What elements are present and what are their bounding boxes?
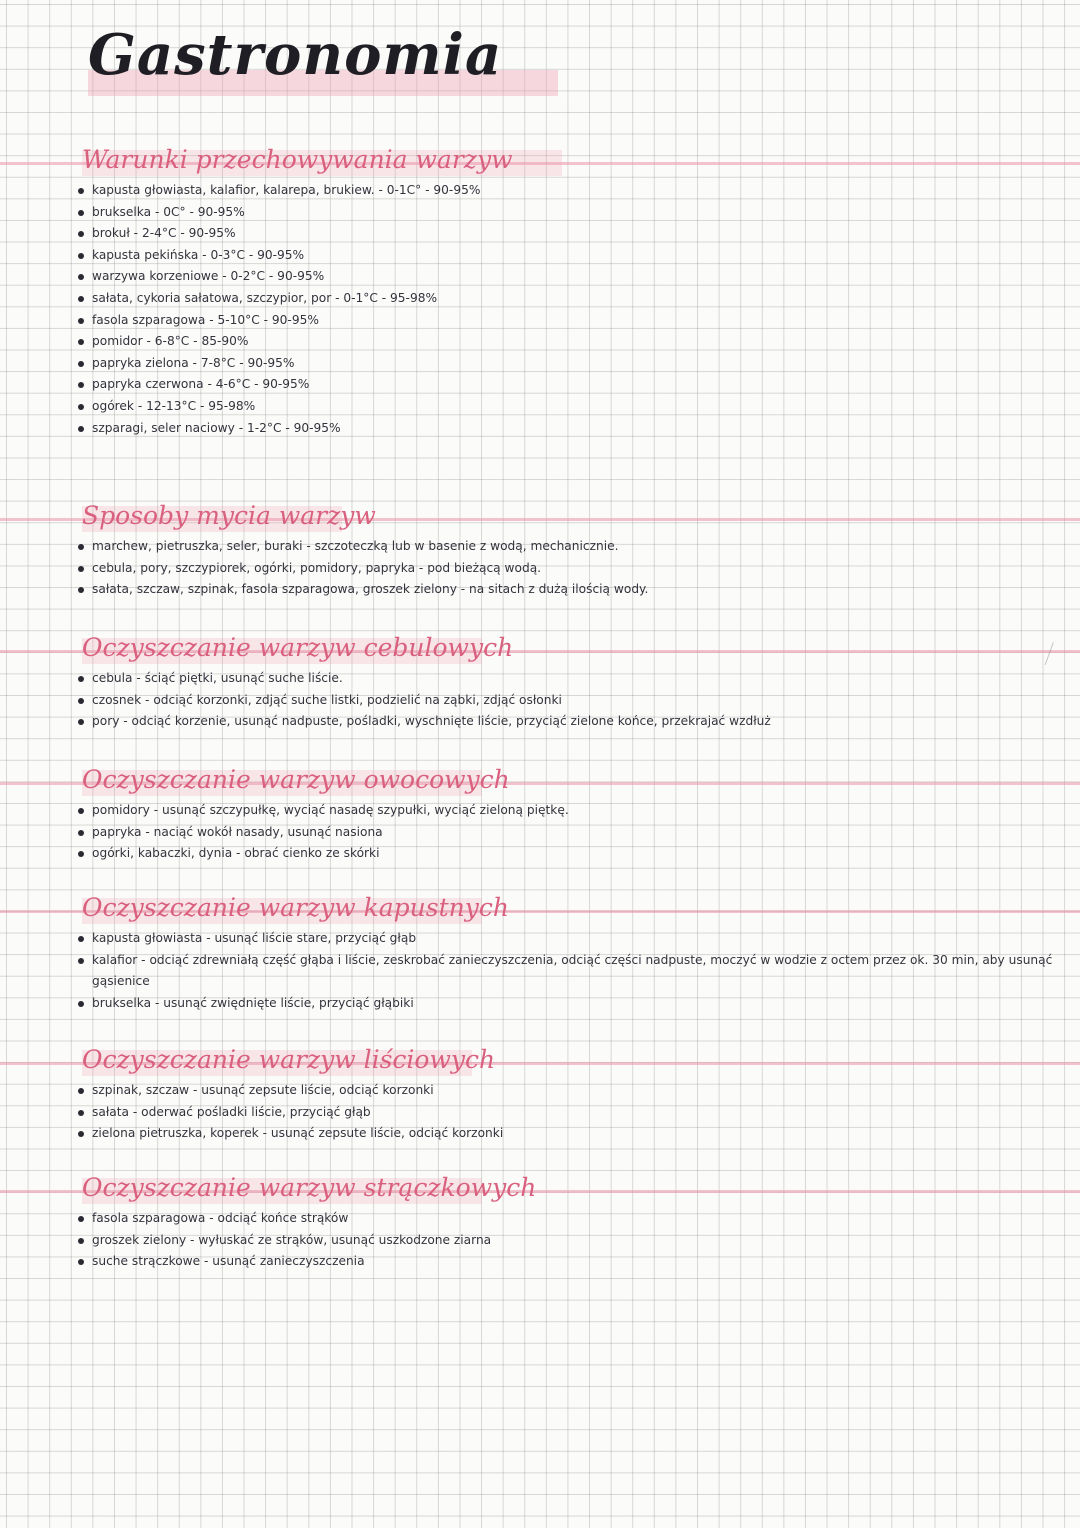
item-text: marchew, pietruszka, seler, buraki - szczoteczką lub w basenie z wodą, mechanicznie. <box>92 539 619 553</box>
item-text: kalafior - odciąć zdrewniałą część głąba i liście, zeskrobać zanieczyszczenia, odciąć części nadpuste, moczyć w wodzie z octem przez ok. 30 min, aby usunąć gąsienice <box>92 952 1053 989</box>
bullet-icon <box>78 676 84 682</box>
item-list <box>70 536 1060 601</box>
item-text: sałata, cykoria sałatowa, szczypior, por - 0-1°C - 95-98% <box>92 290 438 305</box>
item-text: groszek zielony - wyłuskać ze strąków, usunąć uszkodzone ziarna <box>92 1232 492 1247</box>
list-item <box>70 843 1060 865</box>
item-list <box>70 1080 1060 1145</box>
list-item <box>70 1208 1060 1230</box>
section-onion-vegetables <box>70 628 1060 733</box>
bullet-icon <box>78 318 84 324</box>
bullet-icon <box>78 851 84 857</box>
bullet-icon <box>78 1131 84 1137</box>
item-list <box>70 800 1060 865</box>
list-item <box>70 928 1060 950</box>
bullet-icon <box>78 361 84 367</box>
bullet-icon <box>78 830 84 836</box>
item-text: brokuł - 2-4°C - 90-95% <box>92 226 236 241</box>
list-item <box>70 950 1060 993</box>
list-item <box>70 1230 1060 1252</box>
section-storage-conditions <box>70 140 1060 439</box>
list-item <box>70 223 1060 245</box>
list-item <box>70 800 1060 822</box>
bullet-icon <box>78 188 84 194</box>
item-list <box>70 668 1060 733</box>
list-item <box>70 711 1060 733</box>
bullet-icon <box>78 210 84 216</box>
item-text: fasola szparagowa - odciąć końce strąków <box>92 1211 349 1225</box>
item-text: czosnek - odciąć korzonki, zdjąć suche listki, podzielić na ząbki, zdjąć osłonki <box>92 692 562 707</box>
item-text: papryka zielona - 7-8°C - 90-95% <box>92 355 295 370</box>
list-item <box>70 1123 1060 1145</box>
item-list <box>70 1208 1060 1273</box>
item-text: sałata - oderwać pośladki liście, przyciąć głąb <box>92 1104 371 1119</box>
bullet-icon <box>78 274 84 280</box>
section-heading-text: Oczyszczanie warzyw liściowych <box>82 1045 496 1074</box>
item-text: pomidory - usunąć szczypułkę, wyciąć nasadę szypułki, wyciąć zieloną piętkę. <box>92 803 569 817</box>
bullet-icon <box>78 1216 84 1222</box>
list-item <box>70 579 1060 601</box>
list-item <box>70 558 1060 580</box>
list-item <box>70 1251 1060 1273</box>
list-item <box>70 993 1060 1015</box>
item-text: szparagi, seler naciowy - 1-2°C - 90-95% <box>92 420 341 435</box>
bullet-icon <box>78 1259 84 1265</box>
list-item <box>70 396 1060 418</box>
list-item <box>70 418 1060 440</box>
item-text: kapusta pekińska - 0-3°C - 90-95% <box>92 247 305 262</box>
list-item <box>70 202 1060 224</box>
section-heading-text: Oczyszczanie warzyw kapustnych <box>82 893 509 922</box>
list-item <box>70 288 1060 310</box>
list-item <box>70 1102 1060 1124</box>
bullet-icon <box>78 296 84 302</box>
item-list <box>70 928 1060 1014</box>
bullet-icon <box>78 544 84 550</box>
list-item <box>70 266 1060 288</box>
section-heading-text: Sposoby mycia warzyw <box>82 501 376 530</box>
bullet-icon <box>78 1110 84 1116</box>
item-text: brukselka - 0C° - 90-95% <box>92 204 245 219</box>
item-text: szpinak, szczaw - usunąć zepsute liście, odciąć korzonki <box>92 1083 434 1097</box>
item-text: papryka czerwona - 4-6°C - 90-95% <box>92 377 310 392</box>
bullet-icon <box>78 253 84 259</box>
bullet-icon <box>78 566 84 572</box>
list-item <box>70 353 1060 375</box>
item-text: zielona pietruszka, koperek - usunąć zepsute liście, odciąć korzonki <box>92 1126 504 1141</box>
bullet-icon <box>78 339 84 345</box>
list-item <box>70 374 1060 396</box>
bullet-icon <box>78 936 84 942</box>
item-text: brukselka - usunąć zwiędnięte liście, przyciąć głąbiki <box>92 995 414 1010</box>
item-text: ogórki, kabaczki, dynia - obrać cienko ze skórki <box>92 846 380 861</box>
bullet-icon <box>78 698 84 704</box>
list-item <box>70 245 1060 267</box>
item-text: cebula, pory, szczypiorek, ogórki, pomidory, papryka - pod bieżącą wodą. <box>92 560 542 575</box>
list-item <box>70 1080 1060 1102</box>
section-heading-text: Oczyszczanie warzyw strączkowych <box>82 1173 537 1202</box>
item-text: fasola szparagowa - 5-10°C - 90-95% <box>92 312 319 327</box>
section-heading-text: Oczyszczanie warzyw cebulowych <box>82 633 514 662</box>
item-text: ogórek - 12-13°C - 95-98% <box>92 398 256 413</box>
bullet-icon <box>78 426 84 432</box>
item-text: pomidor - 6-8°C - 85-90% <box>92 334 249 349</box>
list-item <box>70 331 1060 353</box>
item-text: pory - odciąć korzenie, usunąć nadpuste, pośladki, wyschnięte liście, przyciąć zielone końce, przekrajać wzdłuż <box>92 714 771 729</box>
bullet-icon <box>78 958 84 964</box>
title-text: Gastronomia <box>88 22 503 88</box>
bullet-icon <box>78 1088 84 1094</box>
section-heading <box>82 496 1060 536</box>
section-fruit-vegetables <box>70 760 1060 865</box>
list-item <box>70 668 1060 690</box>
bullet-icon <box>78 808 84 814</box>
section-heading <box>82 140 1060 180</box>
item-text: suche strączkowe - usunąć zanieczyszczenia <box>92 1254 365 1269</box>
section-heading-text: Oczyszczanie warzyw owocowych <box>82 765 510 794</box>
section-washing-methods <box>70 496 1060 601</box>
section-cabbage-vegetables <box>70 888 1060 1014</box>
item-text: kapusta głowiasta, kalafior, kalarepa, brukiew. - 0-1C° - 90-95% <box>92 183 481 197</box>
section-heading <box>82 1040 1060 1080</box>
bullet-icon <box>78 382 84 388</box>
list-item <box>70 310 1060 332</box>
list-item <box>70 180 1060 202</box>
item-text: warzywa korzeniowe - 0-2°C - 90-95% <box>92 269 325 284</box>
section-heading <box>82 760 1060 800</box>
section-heading-text: Warunki przechowywania warzyw <box>82 145 513 174</box>
section-heading <box>82 1168 1060 1208</box>
section-leafy-vegetables <box>70 1040 1060 1145</box>
bullet-icon <box>78 587 84 593</box>
list-item <box>70 822 1060 844</box>
bullet-icon <box>78 404 84 410</box>
bullet-icon <box>78 1001 84 1007</box>
bullet-icon <box>78 719 84 725</box>
bullet-icon <box>78 231 84 237</box>
section-heading <box>82 628 1060 668</box>
list-item <box>70 690 1060 712</box>
item-text: sałata, szczaw, szpinak, fasola szparagowa, groszek zielony - na sitach z dużą ilością wody. <box>92 582 649 597</box>
item-text: cebula - ściąć piętki, usunąć suche liście. <box>92 671 343 685</box>
page-title <box>88 22 502 88</box>
item-list <box>70 180 1060 439</box>
section-legume-vegetables <box>70 1168 1060 1273</box>
section-heading <box>82 888 1060 928</box>
bullet-icon <box>78 1238 84 1244</box>
item-text: papryka - naciąć wokół nasady, usunąć nasiona <box>92 824 383 839</box>
list-item <box>70 536 1060 558</box>
item-text: kapusta głowiasta - usunąć liście stare, przyciąć głąb <box>92 931 417 945</box>
